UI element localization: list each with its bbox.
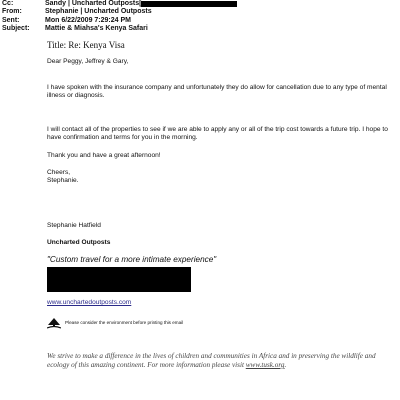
redaction-block-wrap: [47, 267, 395, 292]
footer-link[interactable]: www.tusk.org: [245, 361, 285, 369]
email-header: [2, 0, 237, 33]
footer-text-end: .: [284, 361, 287, 369]
from-label: From:: [2, 8, 22, 16]
from-row: [2, 8, 237, 16]
cc-value: Sandy | Uncharted Outposts[: [45, 0, 142, 7]
subject-row: [2, 25, 237, 33]
sent-label: Sent:: [2, 16, 20, 24]
subject-value: Mattie & Miahsa's Kenya Safari: [45, 24, 148, 32]
footer-note: [47, 352, 397, 370]
cc-row: [2, 0, 237, 8]
tree-icon: [47, 317, 61, 329]
subject-label: Subject:: [2, 24, 30, 32]
sent-value: Mon 6/22/2009 7:29:24 PM: [45, 16, 131, 24]
thanks-line: Thank you and have a great afternoon!: [47, 152, 161, 159]
sent-row: [2, 17, 237, 25]
body-paragraph: I have spoken with the insurance company and unfortunately they do allow for cancellation due to any type of mental illness or diagnosis.: [47, 84, 387, 100]
from-value: Stephanie | Uncharted Outposts: [45, 8, 152, 16]
closing: Cheers,: [47, 169, 71, 176]
signature-tagline: "Custom travel for a more intimate experience": [47, 255, 217, 264]
redaction-block: [47, 267, 191, 292]
document-title: Title: Re: Kenya Visa: [47, 40, 125, 50]
signature-name: Stephanie Hatfield: [47, 222, 101, 229]
body-paragraph: I will contact all of the properties to see if we are able to apply any or all of the trip cost towards a future trip. I hope to have confirmation and terms for you in the morning.: [47, 126, 388, 142]
cc-label: Cc:: [2, 0, 14, 7]
website-link[interactable]: www.unchartedoutposts.com: [47, 299, 132, 306]
environment-note: Please consider the environment before printing this email: [65, 320, 184, 325]
salutation: Dear Peggy, Jeffrey & Gary,: [47, 58, 129, 65]
footer-text: We strive to make a difference in the lives of children and communities in Africa and in preserving the wildlife and ecology of this amazing continent. For more information please visit: [47, 352, 376, 369]
signature-company: Uncharted Outposts: [47, 239, 111, 246]
closing-name: Stephanie.: [47, 177, 79, 184]
redaction-bar: [141, 1, 237, 7]
